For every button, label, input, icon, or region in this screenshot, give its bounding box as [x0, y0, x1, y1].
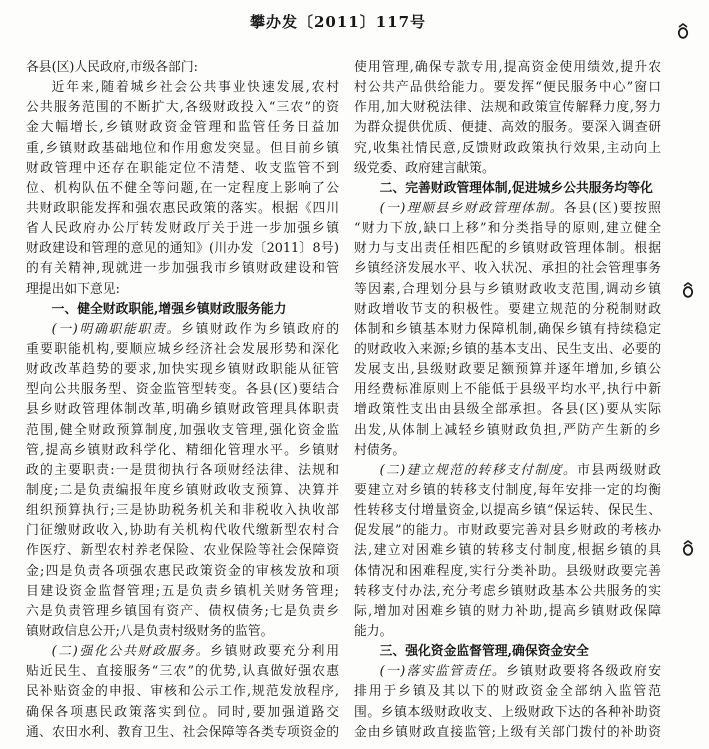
body-text-line: 目建设资金监督管理;五是负责乡镇机关财务管理;: [26, 583, 339, 599]
body-text-line: 体制和乡镇基本财力保障机制,确保乡镇有持续稳定: [354, 321, 661, 337]
left-column: [26, 58, 339, 743]
body-text-line: 近年来,随着城乡社会公共事业快速发展,农村: [51, 80, 339, 96]
body-text-line: 政的主要职责:一是贯彻执行各项财经法律、法规和: [26, 462, 339, 478]
body-text-line: 财力与支出责任相匹配的乡镇财政管理体制。根据: [354, 241, 661, 257]
subsection-title: (一)明确职能职责。: [51, 321, 182, 337]
body-text-line: 重要职能机构,要顺应城乡经济社会发展形势和深化: [26, 341, 339, 357]
body-text-line: 理提出如下意见:: [26, 281, 120, 297]
binding-hole-mark-icon: [680, 539, 696, 557]
section-heading: 二、完善财政管理体制,促进城乡公共服务均等化: [379, 180, 653, 196]
binding-hole-mark-icon: [675, 22, 691, 40]
subsection-title: (一)理顺县乡财政管理体制。: [379, 200, 564, 216]
body-text-line: “财力下放,缺口上移”和分类指导的原则,建立健全: [354, 221, 661, 237]
body-text-line: 要建立对乡镇的转移支付制度,每年安排一定的均衡: [354, 482, 661, 498]
body-text-line: 促发展”的能力。市财政要完善对县乡财政的考核办: [354, 523, 661, 539]
body-text-line: 型向公共服务型、资金监管型转变。各县(区)要结合: [26, 382, 339, 398]
body-text-line: 乡镇经济发展水平、收入状况、承担的社会管理事务: [354, 261, 661, 277]
body-text-line: 作医疗、新型农村养老保险、农业保险等社会保障资: [26, 543, 339, 559]
body-text-line: 公共服务范围的不断扩大,各级财政投入“三农”的资: [26, 100, 339, 116]
body-text-line: 确保各项惠民政策落实到位。同时,要加强道路交: [26, 704, 339, 720]
body-text-line: 体情况和困难程度,实行分类补助。县级财政要完善: [354, 563, 661, 579]
body-text-line: 的财政收入来源;乡镇的基本支出、民生支出、必要的: [354, 341, 661, 357]
salutation: 各县(区)人民政府,市级各部门:: [26, 60, 198, 75]
body-text-line: 作用,加大财税法律、法规和政策宣传解释力度,努力: [354, 100, 661, 116]
body-text-line: 共财政职能发挥和强农惠民政策的落实。根据《四川: [26, 200, 339, 216]
body-text-line: 出发,从体制上减轻乡镇财政负担,严防产生新的乡: [354, 422, 661, 438]
body-text-line: 转移支付办法,充分考虑乡镇财政基本公共服务的实: [354, 583, 661, 599]
body-text: 市县两级财政: [577, 462, 661, 478]
body-text-line: 际,增加对困难乡镇的财力补助,提高乡镇财政保障: [354, 603, 661, 619]
body-text-line: 村债务。: [354, 442, 406, 458]
body-text-line: 财政管理中还存在职能定位不清楚、收支监管不到: [26, 160, 339, 176]
body-text-line: 村公共产品供给能力。要发挥“便民服务中心”窗口: [354, 80, 661, 96]
body-text-line: 增政策性支出由县级全部承担。各县(区)要从实际: [354, 402, 661, 418]
body-text-line: 性转移支付增量资金,以提高乡镇“保运转、保民生、: [354, 503, 661, 519]
body-text-line: 能力。: [354, 623, 393, 639]
subsection-line: [354, 199, 661, 219]
subsection-title: (一)落实监管责任。: [379, 664, 507, 680]
body-text-line: 等因素,合理划分县与乡镇财政收支范围,调动乡镇: [354, 281, 661, 297]
body-text-line: 财政增收节支的积极性。要建立规范的分税制财政: [354, 301, 661, 317]
body-text-line: 重,乡镇财政基础地位和作用愈发突显。但目前乡镇: [26, 140, 339, 156]
body-text-line: 金由乡镇财政直接监管;上级有关部门拨付的补助资: [354, 724, 661, 740]
body-text-line: 使用管理,确保专款专用,提高资金使用绩效,提升农: [354, 60, 661, 75]
body-text-line: 金;四是负责各项强农惠民政策资金的审核发放和项: [26, 563, 339, 579]
body-text-line: 级党委、政府建言献策。: [354, 160, 495, 176]
body-text-line: 镇财政信息公开;八是负责村级财务的监管。: [26, 623, 274, 639]
body-text-line: 范围,健全财政预算制度,加强收支管理,强化资金监: [26, 422, 339, 438]
body-text-line: 制度;二是负责编报年度乡镇财政收支预算、决算并: [26, 482, 339, 498]
subsection-line: [26, 642, 339, 662]
subsection-title: (二)强化公共财政服务。: [51, 644, 211, 660]
document-number: 攀办发〔2011〕117号: [250, 13, 427, 31]
body-text: 乡镇财政要充分利用: [210, 644, 339, 660]
body-text-line: 贴近民生、直接服务“三农”的优势,认真做好强农惠: [26, 664, 339, 680]
binding-hole-mark-icon: [680, 281, 696, 299]
body-text-line: 财政改革趋势的要求,加快实现乡镇财政职能从征管: [26, 362, 339, 378]
body-text: 乡镇财政作为乡镇政府的: [181, 321, 339, 337]
subsection-line: [26, 320, 339, 340]
body-text-line: 门征缴财政收入,协助有关机构代收代缴新型农村合: [26, 523, 339, 539]
body-text-line: 金大幅增长,乡镇财政资金管理和监管任务日益加: [26, 120, 339, 136]
body-text-line: 围。乡镇本级财政收支、上级财政下达的各种补助资: [354, 704, 661, 720]
body-text-line: 为群众提供优质、便捷、高效的服务。要深入调查研: [354, 120, 661, 136]
body-text-line: 位、机构队伍不健全等问题,在一定程度上影响了公: [26, 180, 339, 196]
body-text-line: 发展支出,县级财政要足额预算并逐年增加,乡镇公: [354, 362, 661, 378]
body-text-line: 民补贴资金的申报、审核和公示工作,规范发放程序,: [26, 684, 339, 700]
right-column: [354, 58, 661, 743]
body-text: 各县(区)要按照: [563, 200, 661, 216]
body-text-line: 县乡财政管理体制改革,明确乡镇财政管理具体职责: [26, 402, 339, 418]
subsection-title: (二)建立规范的转移支付制度。: [379, 462, 578, 478]
body-text-line: 六是负责管理乡镇国有资产、债权债务;七是负责乡: [26, 603, 339, 619]
section-heading: 一、健全财政职能,增强乡镇财政服务能力: [51, 301, 287, 317]
body-text-line: 法,建立对困难乡镇的转移支付制度,根据乡镇的具: [354, 543, 661, 559]
subsection-line: [354, 461, 661, 481]
section-heading: 三、强化资金监督管理,确保资金安全: [379, 644, 589, 660]
body-text-line: 的有关精神,现就进一步加强我市乡镇财政建设和管: [26, 261, 339, 277]
body-text-line: 财政建设和管理的意见的通知》(川办发〔2011〕8号): [26, 241, 339, 257]
body-text-line: 究,收集社情民意,反馈财政政策执行效果,主动向上: [354, 140, 661, 156]
subsection-line: [354, 662, 661, 682]
body-text-line: 管,提高乡镇财政科学化、精细化管理水平。乡镇财: [26, 442, 339, 458]
body-text-line: 排用于乡镇及其以下的财政资金全部纳入监管范: [354, 684, 661, 700]
body-text-line: 通、农田水利、教育卫生、社会保障等各类专项资金的: [26, 724, 339, 740]
body-text-line: 省人民政府办公厅转发财政厅关于进一步加强乡镇: [26, 221, 339, 237]
body-text-line: 用经费标准原则上不能低于县级平均水平,执行中新: [354, 382, 661, 398]
body-text: 乡镇财政要将各级政府安: [506, 664, 661, 680]
body-text-line: 组织预算执行;三是协助税务机关和非税收入执收部: [26, 503, 339, 519]
